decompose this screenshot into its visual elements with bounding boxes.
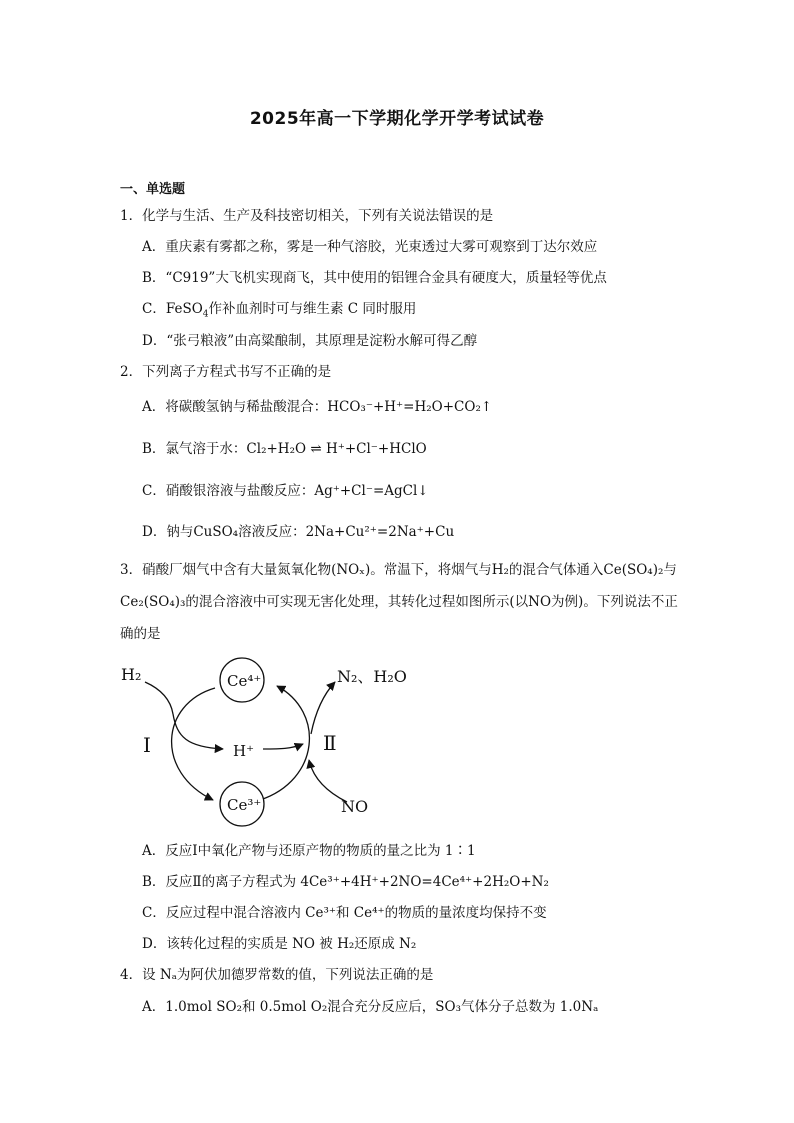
no-label: NO <box>341 797 369 816</box>
products-label: N₂、H₂O <box>337 667 407 686</box>
question-1-option-a: A．重庆素有雾都之称，雾是一种气溶胶，光束透过大雾可观察到丁达尔效应 <box>142 239 598 255</box>
q2-d-equation: 2Na+Cu²⁺=2Na⁺+Cu <box>305 524 455 540</box>
h-plus-arrow <box>173 714 223 749</box>
question-4-option-a: A．1.0mol SO₂和 0.5mol O₂混合充分反应后，SO₃气体分子总数为 1.0Nₐ <box>142 999 599 1015</box>
q2-d-formula: CuSO₄ <box>193 524 239 540</box>
h-plus-label: H⁺ <box>233 742 254 760</box>
question-3-option-d: D．该转化过程的实质是 NO 被 H₂还原成 N₂ <box>142 936 417 952</box>
products-outflow-arrow <box>311 682 335 734</box>
q2-a-equation: HCO₃⁻+H⁺=H₂O+CO₂↑ <box>327 399 493 415</box>
question-2-option-d <box>142 522 454 542</box>
no-inflow-arrow <box>309 760 347 802</box>
reaction-2-arc <box>260 686 309 800</box>
question-2-stem: 2．下列离子方程式书写不正确的是 <box>120 364 332 380</box>
question-1-option-c <box>142 299 416 319</box>
q2-d-suffix: 溶液反应： <box>238 524 306 540</box>
q2-a-label: A．将碳酸氢钠与稀盐酸混合： <box>142 399 328 415</box>
q1-c-subscript: 4 <box>202 309 209 320</box>
question-3-stem: 3．硝酸厂烟气中含有大量氮氧化物(NOₓ)。常温下，将烟气与H₂的混合气体通入Ce(SO₄)₂与Ce₂(SO₄)₃的混合溶液中可实现无害化处理，其转化过程如图所示(以NO为例)。下列说法不正确的是 <box>120 562 678 642</box>
question-2-option-c <box>142 481 429 501</box>
exam-title: 2025年高一下学期化学开学考试试卷 <box>249 109 545 129</box>
h-plus-consumption-arrow <box>263 744 303 749</box>
question-4-stem: 4．设 Nₐ为阿伏加德罗常数的值，下列说法正确的是 <box>120 967 434 983</box>
question-2-option-a <box>142 397 492 417</box>
question-1-stem: 1．化学与生活、生产及科技密切相关，下列有关说法错误的是 <box>120 208 494 224</box>
section-heading: 一、单选题 <box>120 182 186 197</box>
ce4-label: Ce⁴⁺ <box>227 672 262 690</box>
question-1-option-d: D．“张弓粮液”由高粱酿制，其原理是淀粉水解可得乙醇 <box>142 333 478 349</box>
q2-b-equation: Cl₂+H₂O ⇌ H⁺+Cl⁻+HClO <box>246 441 427 457</box>
q1-c-prefix: C．FeSO <box>142 301 203 317</box>
q2-d-label: D．钠与 <box>142 524 194 540</box>
q2-c-label: C．硝酸银溶液与盐酸反应： <box>142 483 315 499</box>
q2-c-equation: Ag⁺+Cl⁻=AgCl↓ <box>314 483 429 499</box>
question-1-option-b: B．“C919”大飞机实现商飞，其中使用的铝锂合金具有硬度大，质量轻等优点 <box>142 270 607 286</box>
ce3-label: Ce³⁺ <box>227 796 262 814</box>
question-3-option-b: B．反应Ⅱ的离子方程式为 4Ce³⁺+4H⁺+2NO=4Ce⁴⁺+2H₂O+N₂ <box>142 874 549 890</box>
reaction-2-label: Ⅱ <box>323 731 337 755</box>
q2-b-label: B．氯气溶于水： <box>142 441 247 457</box>
h2-inflow-arrow <box>145 682 173 714</box>
question-3-option-c: C．反应过程中混合溶液内 Ce³⁺和 Ce⁴⁺的物质的量浓度均保持不变 <box>142 905 547 921</box>
reaction-1-label: Ⅰ <box>143 733 151 757</box>
question-2-option-b <box>142 439 427 459</box>
ce-cycle-diagram <box>115 652 435 832</box>
h2-label: H₂ <box>121 665 142 684</box>
question-3-option-a: A．反应Ⅰ中氧化产物与还原产物的物质的量之比为 1∶1 <box>142 843 476 859</box>
q1-c-suffix: 作补血剂时可与维生素 C 同时服用 <box>208 301 417 317</box>
